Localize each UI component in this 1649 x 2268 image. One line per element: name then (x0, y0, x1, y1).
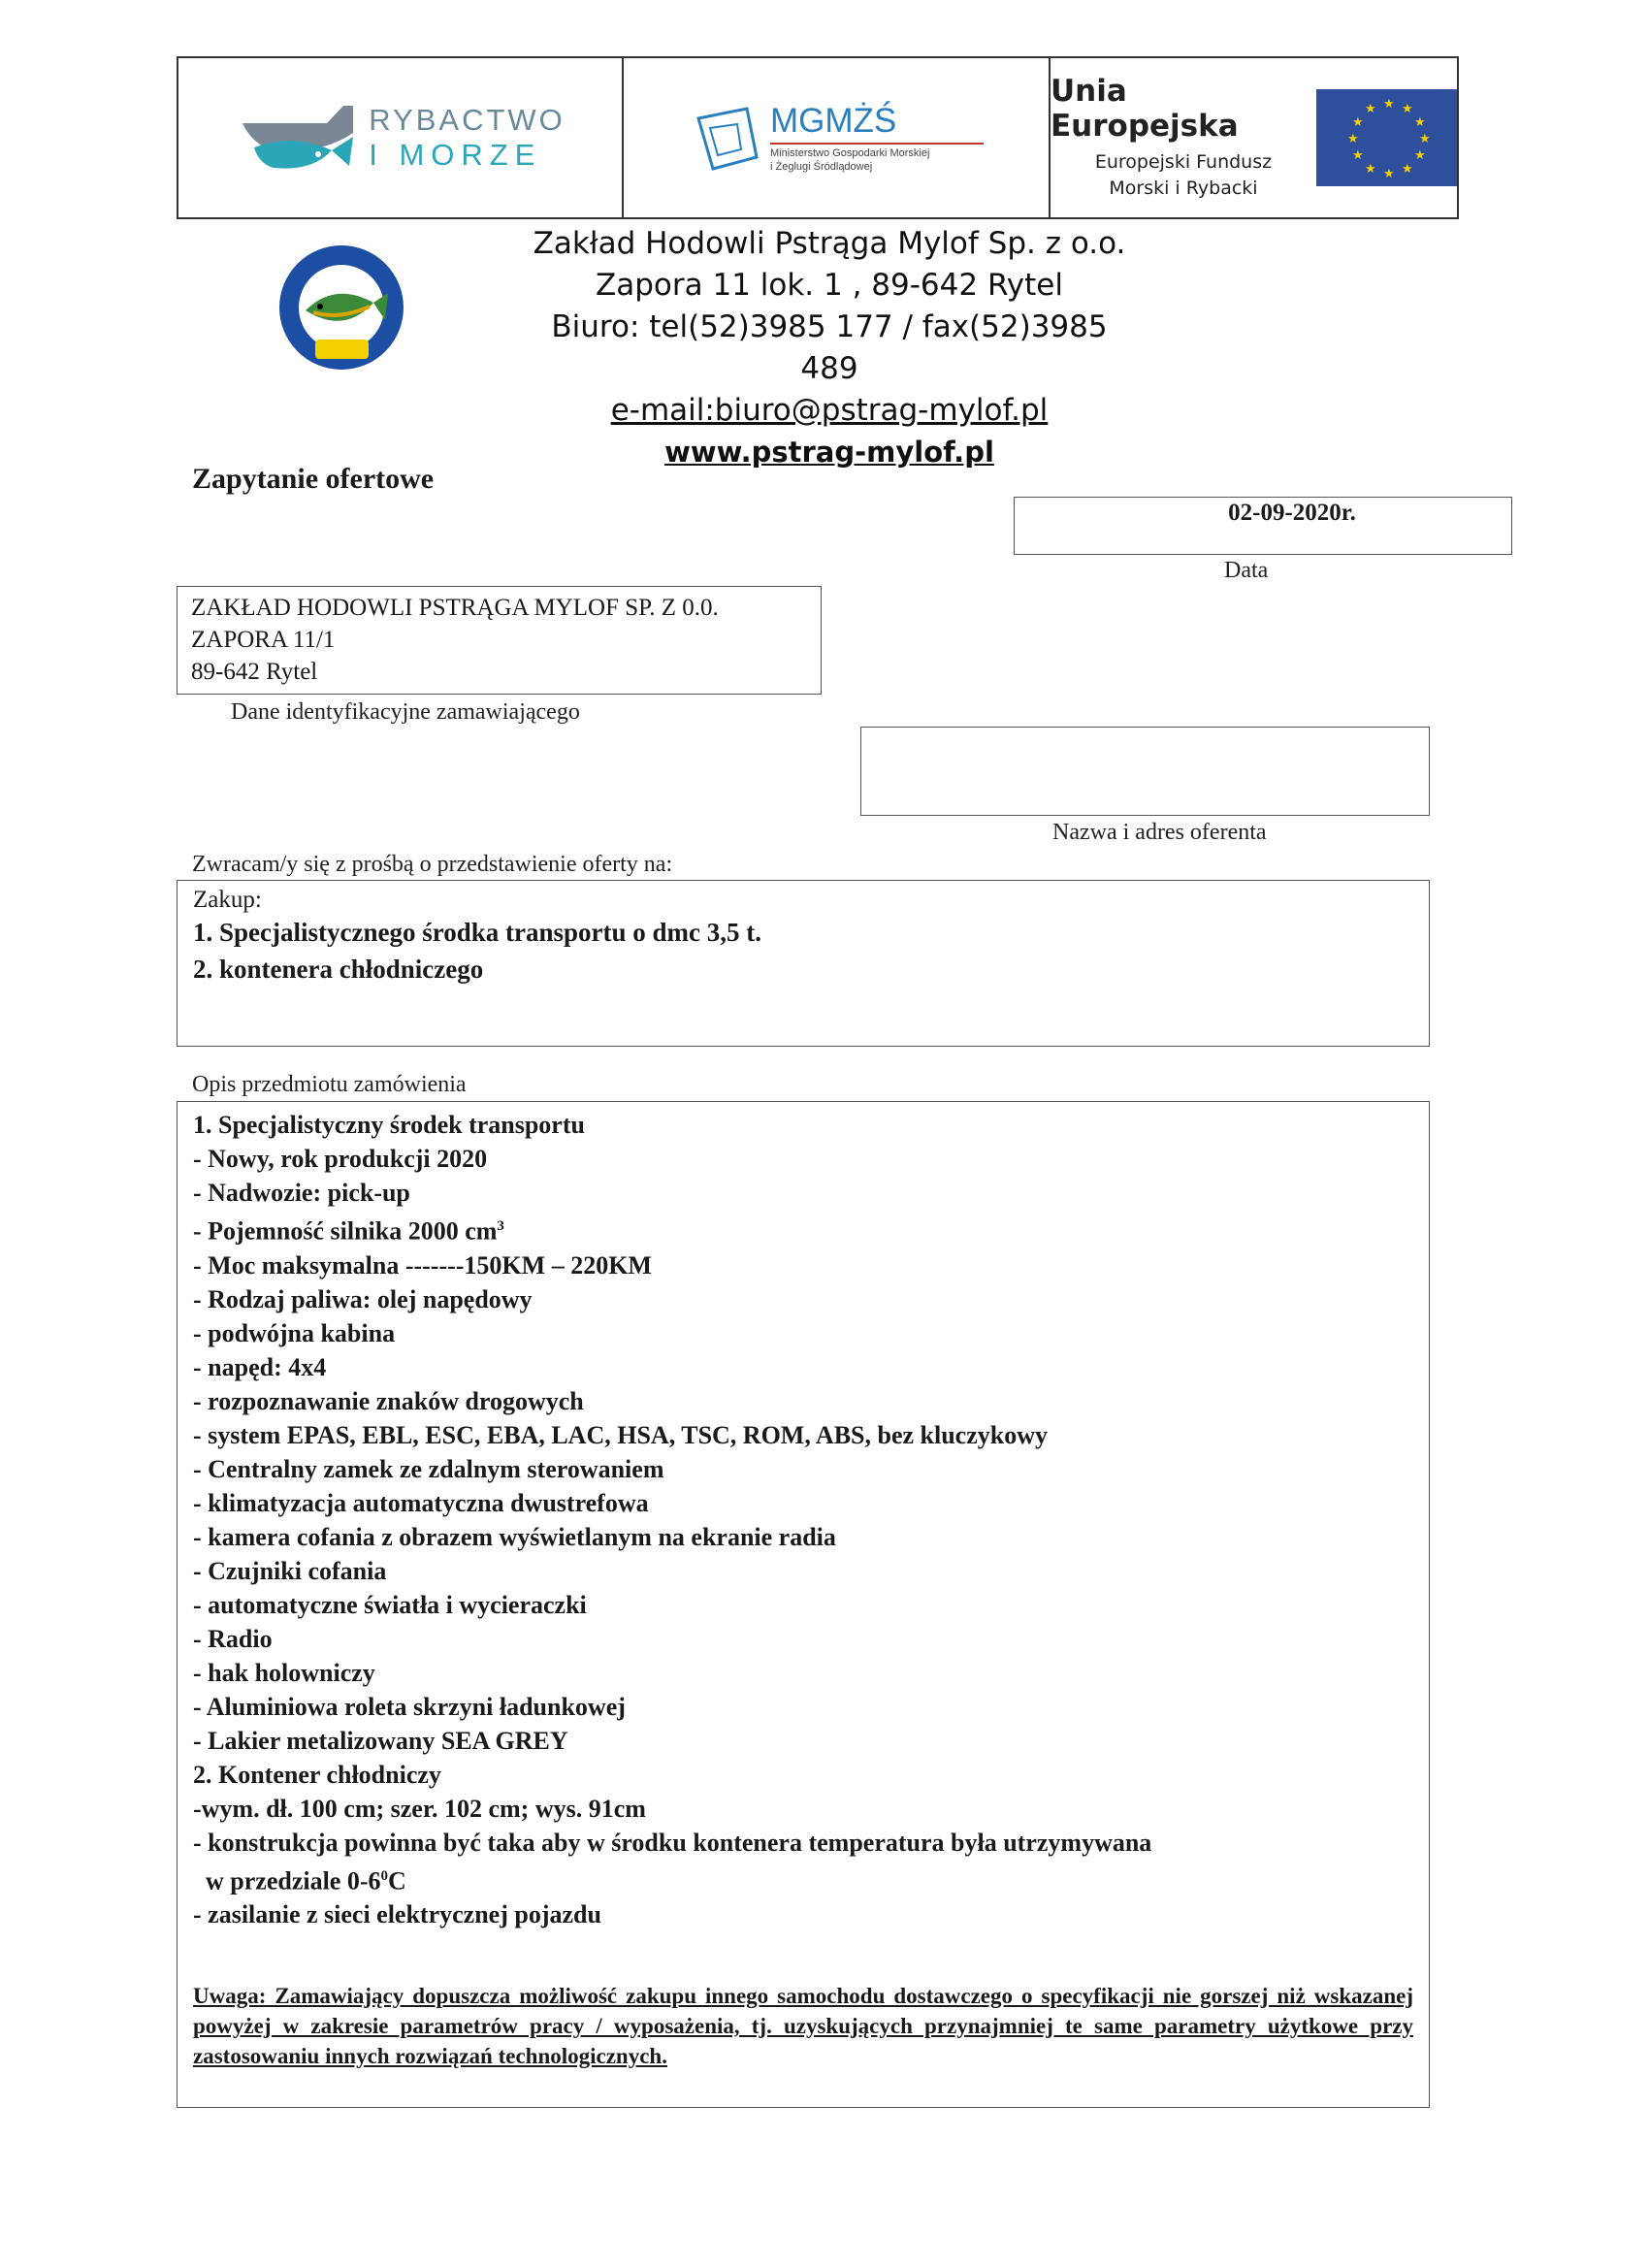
offeror-box[interactable] (860, 727, 1430, 816)
spec-line: - klimatyzacja automatyczna dwustrefowa (193, 1488, 649, 1517)
orderer-line2: ZAPORA 11/1 (191, 627, 336, 653)
request-label: Zwracam/y się z prośbą o przedstawienie oferty na: (192, 852, 673, 877)
offeror-label: Nazwa i adres oferenta (1052, 820, 1267, 845)
spec-line (193, 1860, 1429, 1898)
company-phone: Biuro: tel(52)3985 177 / fax(52)3985 489 (551, 309, 1108, 386)
eu-sub2: Morski i Rybacki (1109, 178, 1258, 199)
purchase-label: Zakup: (193, 887, 262, 913)
spec-line: - podwójna kabina (193, 1318, 396, 1347)
mgmzs-logo (624, 58, 1051, 217)
spec-line: - automatyczne światła i wycieraczki (193, 1590, 587, 1619)
spec-line: - Centralny zamek ze zdalnym sterowaniem (193, 1454, 664, 1483)
spec-line: - Aluminiowa roleta skrzyni ładunkowej (193, 1692, 626, 1721)
page-title: Zapytanie ofertowe (192, 463, 435, 495)
company-www-link[interactable]: www.pstrag-mylof.pl (664, 436, 994, 469)
superscript: 3 (497, 1218, 504, 1234)
purchase-item: 2. kontenera chłodniczego (193, 955, 484, 984)
spec-line: - konstrukcja powinna być taka aby w środku kontenera temperatura była utrzymywana (193, 1828, 1152, 1857)
mgmzs-sub1: Ministerstwo Gospodarki Morskiej (770, 147, 930, 159)
company-address: Zapora 11 lok. 1 , 89-642 Rytel (596, 268, 1063, 303)
spec-line: - Rodzaj paliwa: olej napędowy (193, 1284, 533, 1313)
date-value: 02-09-2020r. (1228, 500, 1356, 526)
temp-unit: C (388, 1866, 406, 1895)
mgmzs-sub2: i Żeglugi Śródlądowej (770, 161, 873, 173)
eu-logo (1051, 58, 1457, 217)
company-name: Zakład Hodowli Pstrąga Mylof Sp. z o.o. (533, 226, 1126, 261)
spec-line: - kamera cofania z obrazem wyświetlanym na ekranie radia (193, 1522, 836, 1551)
spec-line: - hak holowniczy (193, 1658, 375, 1687)
mgmzs-title: MGMŻŚ (770, 102, 897, 140)
eu-title: Unia Europejska (1051, 74, 1239, 144)
orderer-box (177, 586, 822, 695)
mylof-logo (276, 243, 407, 378)
spec-line: - Lakier metalizowany SEA GREY (193, 1726, 568, 1755)
superscript: 0 (380, 1867, 389, 1884)
spec-line: - Moc maksymalna -------150KM – 220KM (193, 1250, 652, 1280)
spec-line: - system EPAS, EBL, ESC, EBA, LAC, HSA, TSC, ROM, ABS, bez kluczykowy (193, 1420, 1048, 1449)
header-logos (177, 56, 1459, 219)
spec-line: 2. Kontener chłodniczy (193, 1760, 441, 1789)
spec-line: 1. Specjalistyczny środek transportu (193, 1111, 585, 1139)
spec-box (177, 1101, 1430, 2108)
spec-line: - zasilanie z sieci elektrycznej pojazdu (193, 1900, 601, 1929)
company-info (519, 223, 1140, 473)
orderer-label: Dane identyfikacyjne zamawiającego (231, 699, 580, 725)
purchase-box (177, 880, 1430, 1047)
trout-logo-icon (276, 243, 407, 373)
fish-boat-icon (235, 94, 361, 181)
ministry-emblem-icon (689, 99, 766, 177)
spec-line: - Czujniki cofania (193, 1556, 387, 1585)
spec-line: - napęd: 4x4 (193, 1352, 327, 1381)
rybactwo-logo (178, 58, 624, 217)
spec-line: - Radio (193, 1624, 273, 1653)
rybactwo-line2: I MORZE (369, 138, 542, 172)
company-email-link[interactable]: e-mail:biuro@pstrag-mylof.pl (610, 393, 1049, 428)
desc-label: Opis przedmiotu zamówienia (192, 1072, 467, 1097)
orderer-line3: 89-642 Rytel (191, 659, 318, 685)
rybactwo-line1: RYBACTWO (369, 103, 566, 137)
date-box (1014, 497, 1512, 555)
note-text: Uwaga: Zamawiający dopuszcza możliwość zakupu innego samochodu dostawczego o specyfikacji nie gorszej niż wskazanej powyżej w zakresie parametrów pracy / wyposażenia, tj. uzyskujących przynajmniej te same parametry użytkowe przy zastosowaniu innych rozwiązań technologicznych. (193, 1984, 1413, 2068)
purchase-item: 1. Specjalistycznego środka transportu o dmc 3,5 t. (193, 918, 761, 947)
spec-line: - Nadwozie: pick-up (193, 1179, 410, 1207)
spec-line-text: w przedziale 0-6 (193, 1866, 381, 1895)
eu-flag-icon: ★ ★ ★ ★ ★ ★ ★ ★ ★ ★ ★ ★ (1316, 89, 1457, 186)
spec-line (193, 1210, 1429, 1248)
spec-line: -wym. dł. 100 cm; szer. 102 cm; wys. 91cm (193, 1794, 646, 1823)
orderer-line1: ZAKŁAD HODOWLI PSTRĄGA MYLOF SP. Z 0.0. (191, 595, 719, 621)
date-label: Data (1224, 558, 1269, 583)
spec-line-text: - Pojemność silnika 2000 cm (193, 1216, 498, 1246)
eu-sub1: Europejski Fundusz (1094, 151, 1273, 173)
spec-line: - Nowy, rok produkcji 2020 (193, 1145, 488, 1173)
spec-line: - rozpoznawanie znaków drogowych (193, 1386, 584, 1415)
